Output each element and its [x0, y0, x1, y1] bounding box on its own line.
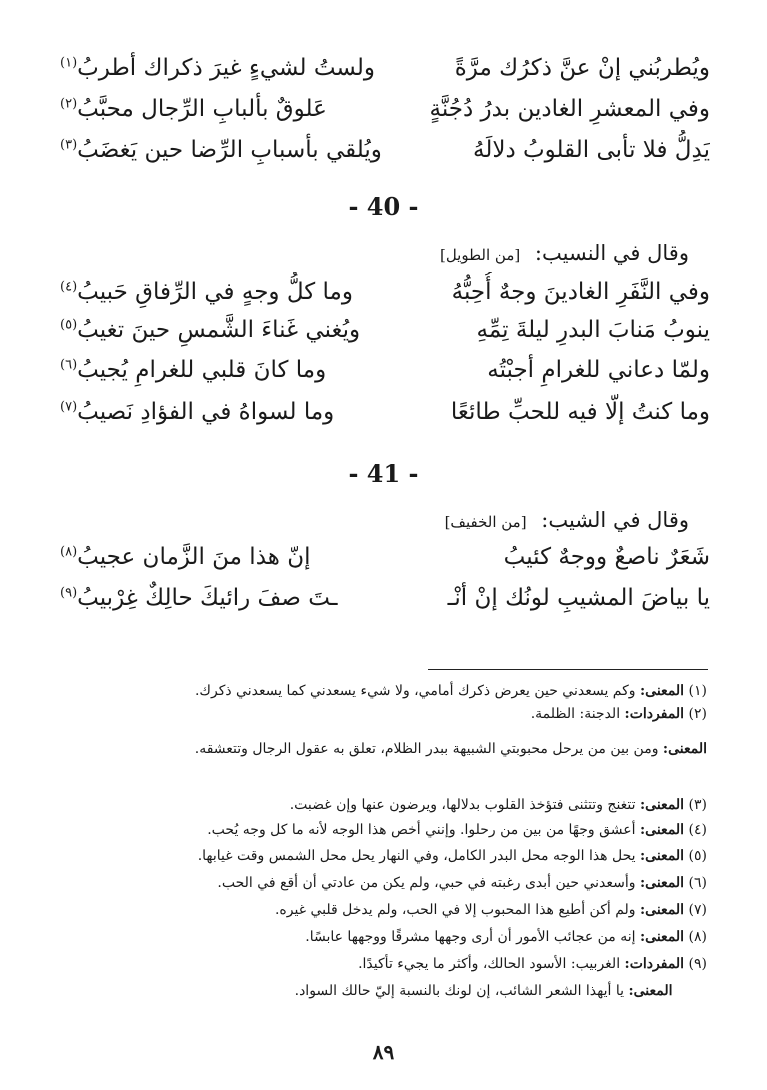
footnote-ref: (٦): [60, 357, 78, 373]
footnote-text: ومن بين من يرحل محبوبتي الشبيهة ببدر الظلام، تعلق به عقول الرجال وتتعشقه.: [194, 741, 659, 757]
footnote-number: (٧): [688, 902, 707, 918]
verse-line: [60, 537, 710, 577]
footnote: [57, 795, 707, 816]
verse-line: [60, 578, 710, 618]
verse-first-hemistich: وما كنتُ إلّا فيه للحبِّ طائعًا: [450, 399, 710, 425]
section-number: - 41 -: [348, 459, 419, 488]
footnote-divider: [428, 669, 708, 670]
footnote-label: المعنى:: [640, 875, 685, 891]
footnote-text: الدجنة: الظلمة.: [530, 706, 621, 722]
footnote-ref: (١): [60, 55, 78, 71]
poem-intro: [440, 236, 689, 272]
footnote-label: المفردات:: [624, 706, 685, 722]
footnote-label: المعنى:: [640, 683, 685, 699]
verse-first-hemistich: يَدِلُّ فلا تأبى القلوبُ دلالَهُ: [472, 137, 710, 163]
verse-first-hemistich: وفي المعشرِ الغادين بدرُ دُجُنَّةٍ: [429, 96, 710, 122]
footnote-text: يحل هذا الوجه محل البدر الكامل، وفي النهار يحل محل الشمس وقت غيابها.: [197, 848, 636, 864]
intro-text: وقال في الشيب:: [541, 508, 689, 532]
footnote-text: أعشق وجهًا من بين من رحلوا. وإنني أخص هذا الوجه لأنه ما كل وجه يُحب.: [207, 822, 636, 838]
verse-first-hemistich: ينوبُ مَنابَ البدرِ ليلةَ تِمِّهِ: [476, 317, 710, 343]
verse-second-hemistich: وما كانَ قلبي للغرامِ يُجيبُ$^{(٦)}$: [60, 357, 327, 383]
verse-line: [60, 350, 710, 390]
footnote-label: المعنى:: [628, 983, 673, 999]
footnote-ref: (٢): [60, 96, 78, 112]
footnote-text: يا أيهذا الشعر الشائب، إن لونك بالنسبة إليّ حالك السواد.: [294, 983, 625, 999]
footnote-ref: (٧): [60, 399, 78, 415]
footnote-label: المعنى:: [640, 929, 685, 945]
footnote-label: المعنى:: [640, 822, 685, 838]
footnote: [55, 981, 705, 1002]
footnote-text: وأسعدني حين أبدى رغبته في حبي، ولم يكن من عادتي أن أقع في الحب.: [217, 875, 636, 891]
meter-label: [من الخفيف]: [444, 513, 527, 531]
page-number: ٨٩: [372, 1040, 395, 1064]
verse-first-hemistich: شَعَرٌ ناصعٌ ووجهٌ كئيبُ: [503, 544, 710, 570]
poem-intro: [445, 503, 689, 539]
footnote: [57, 954, 707, 975]
footnote-label: المعنى:: [662, 741, 707, 757]
footnote-number: (٤): [688, 822, 707, 838]
verse-second-hemistich: ويُلقي بأسبابِ الرِّضا حين يَغضَبُ$^{(٣)}$: [60, 137, 382, 163]
footnote: [57, 927, 707, 948]
footnote-number: (٨): [688, 929, 707, 945]
verse-first-hemistich: ولمّا دعاني للغرامِ أجبْتُه: [487, 357, 710, 383]
footnote: [57, 738, 707, 782]
meter-label: [من الطويل]: [439, 246, 521, 264]
verse-line: [60, 310, 710, 350]
verse-second-hemistich: وما كلُّ وجهٍ في الرِّفاقِ حَبيبُ$^{(٤)}$: [60, 279, 353, 305]
footnote-number: (٩): [688, 956, 707, 972]
verse-first-hemistich: يا بياضَ المشيبِ لونُك إنْ أنْـ: [447, 585, 710, 611]
footnote-number: (٣): [688, 797, 707, 813]
footnote-text: تتغنج وتتثنى فتؤخذ القلوب بدلالها، ويرضون عنها وإن غضبت.: [289, 797, 636, 813]
footnote-ref: (٩): [60, 585, 78, 601]
footnote: [57, 846, 707, 867]
footnote-text: الغربيب: الأسود الحالك، وأكثر ما يجيء تأكيدًا.: [358, 956, 621, 972]
verse-line: [60, 89, 710, 129]
footnote: [57, 820, 707, 841]
verse-second-hemistich: ويُغني غَناءَ الشَّمسِ حينَ تغيبُ$^{(٥)}$: [60, 317, 361, 343]
verse-second-hemistich: ـتَ صفَ رائيكَ حالِكٌ غِرْبيبُ$^{(٩)}$: [60, 585, 338, 611]
footnote-ref: (٣): [60, 137, 78, 153]
footnote-number: (٦): [688, 875, 707, 891]
verse-line: [60, 130, 710, 170]
verse-first-hemistich: ويُطربُني إنْ عنَّ ذكرُك مرَّةً: [454, 55, 710, 81]
footnote-label: المعنى:: [640, 848, 685, 864]
intro-text: وقال في النسيب:: [534, 241, 689, 265]
footnote-text: ولم أكن أطيع هذا المحبوب إلا في الحب، ولم يدخل قلبي غيره.: [274, 902, 636, 918]
footnote-label: المعنى:: [640, 902, 685, 918]
verse-line: [60, 48, 710, 88]
footnote-number: (٥): [688, 848, 707, 864]
verse-line: [60, 392, 710, 432]
verse-second-hemistich: إنّ هذا منَ الزَّمان عجيبُ$^{(٨)}$: [60, 544, 311, 570]
footnote-number: (٢): [688, 706, 707, 722]
footnote: [57, 873, 707, 894]
footnote-label: المفردات:: [624, 956, 685, 972]
footnote: [57, 704, 707, 725]
footnote-ref: (٤): [60, 279, 78, 295]
footnote: [57, 681, 707, 702]
footnote-ref: (٥): [60, 317, 78, 333]
section-number: - 40 -: [348, 192, 419, 221]
verse-second-hemistich: ولستُ لشيءٍ غيرَ ذكراك أطربُ$^{(١)}$: [60, 55, 376, 81]
footnote-text: إنه من عجائب الأمور أن أرى وجهها مشرقًا ووجهها عابسًا.: [305, 929, 636, 945]
verse-second-hemistich: عَلوقٌ بألبابِ الرِّجال محبَّبُ$^{(٢)}$: [60, 96, 327, 122]
verse-second-hemistich: وما لسواهُ في الفؤادِ نَصيبُ$^{(٧)}$: [60, 399, 335, 425]
footnote-ref: (٨): [60, 544, 78, 560]
verse-line: [60, 272, 710, 312]
verse-first-hemistich: وفي النَّفَرِ الغادينَ وجهٌ أُحِبُّهُ: [451, 279, 710, 305]
footnote-label: المعنى:: [640, 797, 685, 813]
footnote-text: وكم يسعدني حين يعرض ذكرك أمامي، ولا شيء يسعدني كما يسعدني ذكرك.: [194, 683, 636, 699]
footnote: [57, 900, 707, 921]
footnote-number: (١): [688, 683, 707, 699]
